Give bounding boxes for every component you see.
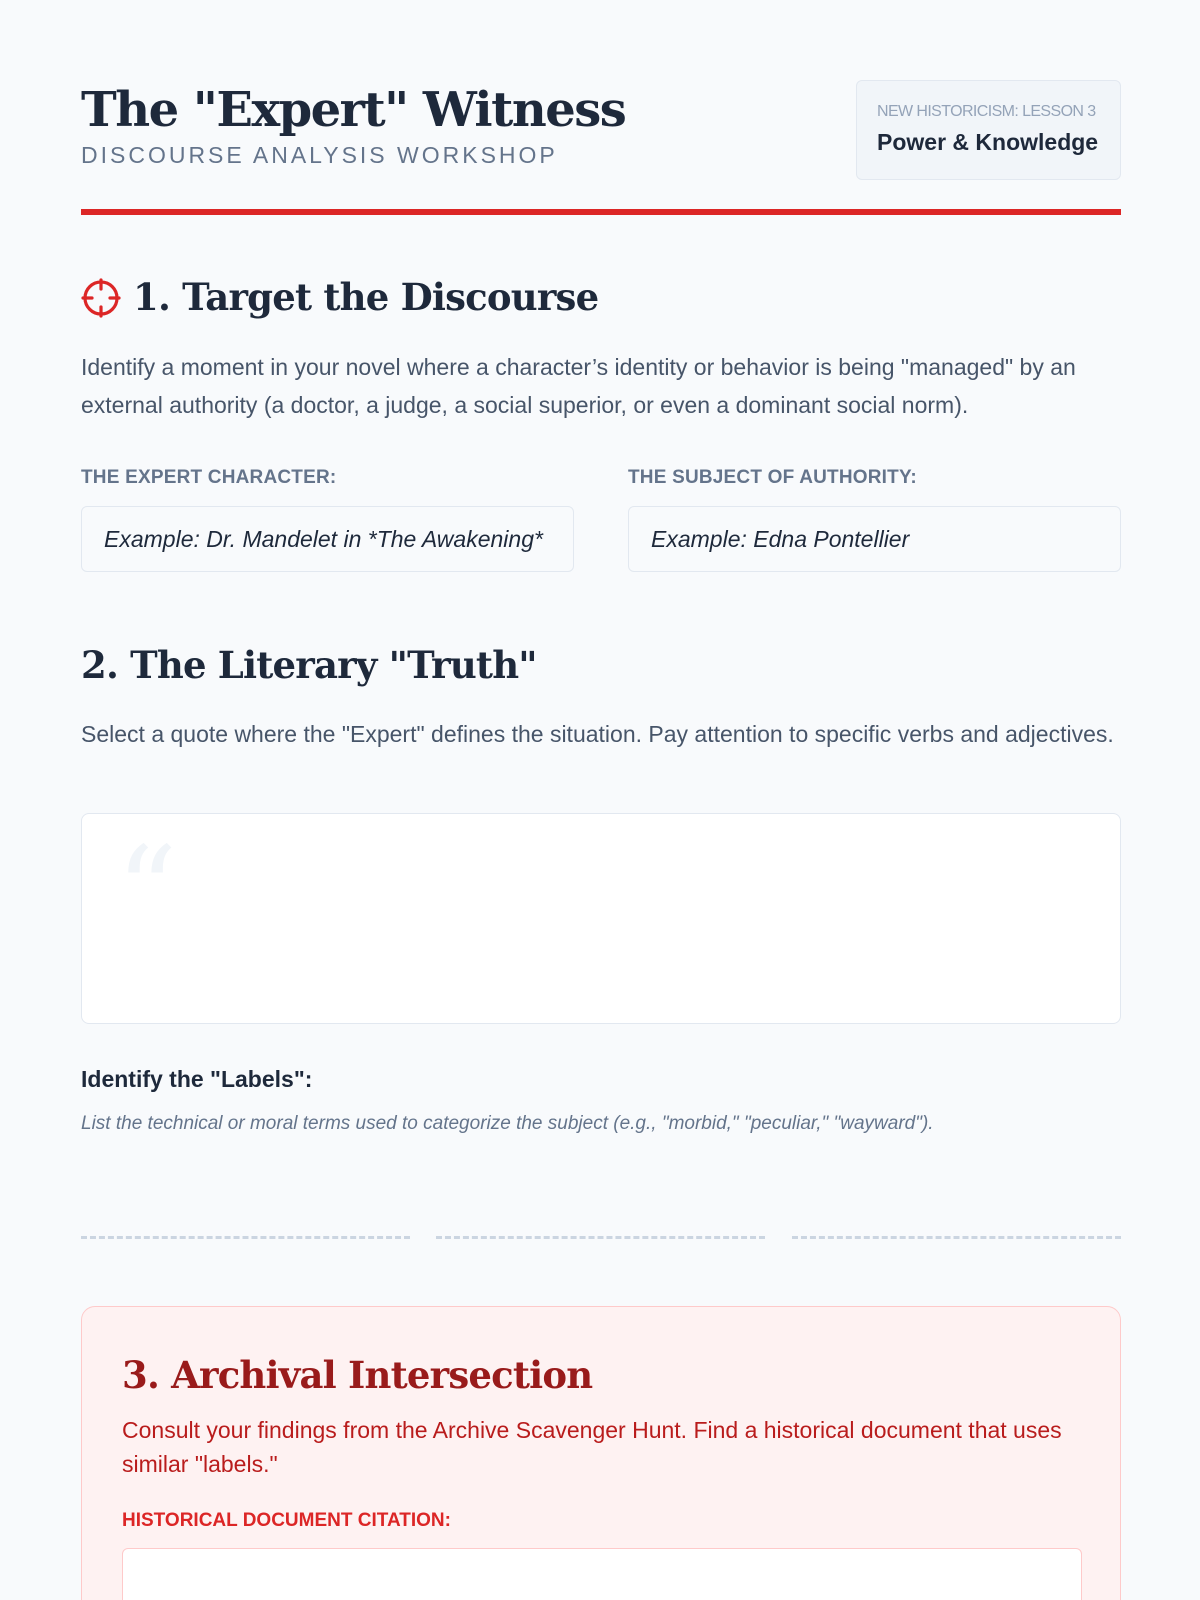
labels-hint: List the technical or moral terms used to categorize the subject (e.g., "morbid," "peculiar," "wayward"). [81, 1113, 934, 1134]
crosshair-icon [81, 278, 121, 318]
quote-mark-icon: “ [116, 822, 178, 961]
lesson-name: Power & Knowledge [877, 129, 1099, 155]
page-subtitle: DISCOURSE ANALYSIS WORKSHOP [81, 142, 558, 168]
section-1-heading: 1. Target the Discourse [133, 275, 599, 319]
section-1-description: Identify a moment in your novel where a character’s identity or behavior is being "managed" by an external authority (a doctor, a judge, a social superior, or even a dominant social norm). [81, 354, 1076, 418]
citation-label: HISTORICAL DOCUMENT CITATION: [122, 1510, 451, 1531]
header-divider [81, 209, 1121, 215]
subject-of-authority-label: THE SUBJECT OF AUTHORITY: [628, 467, 917, 488]
lesson-badge [856, 80, 1121, 180]
lesson-kicker: NEW HISTORICISM: LESSON 3 [877, 103, 1096, 120]
section-3-heading: 3. Archival Intersection [122, 1353, 593, 1397]
section-2-heading: 2. The Literary "Truth" [81, 643, 537, 687]
citation-input[interactable] [122, 1548, 1082, 1600]
quote-textarea[interactable] [81, 813, 1121, 1024]
page-title: The "Expert" Witness [81, 82, 626, 138]
subject-of-authority-placeholder: Example: Edna Pontellier [651, 526, 910, 552]
subject-of-authority-input[interactable] [628, 506, 1121, 572]
expert-character-label: THE EXPERT CHARACTER: [81, 467, 337, 488]
section-3-description: Consult your findings from the Archive Scavenger Hunt. Find a historical document that uses similar "labels." [122, 1417, 1062, 1477]
archival-intersection-card [81, 1306, 1121, 1600]
worksheet-header [81, 80, 1121, 215]
label-input-3[interactable] [792, 1236, 1121, 1239]
expert-character-placeholder: Example: Dr. Mandelet in *The Awakening* [104, 526, 543, 552]
label-input-2[interactable] [436, 1236, 765, 1239]
label-input-1[interactable] [81, 1236, 410, 1239]
labels-title: Identify the "Labels": [81, 1066, 313, 1092]
expert-character-input[interactable] [81, 506, 574, 572]
section-2-description: Select a quote where the "Expert" defines the situation. Pay attention to specific verbs and adjectives. [81, 721, 1114, 747]
